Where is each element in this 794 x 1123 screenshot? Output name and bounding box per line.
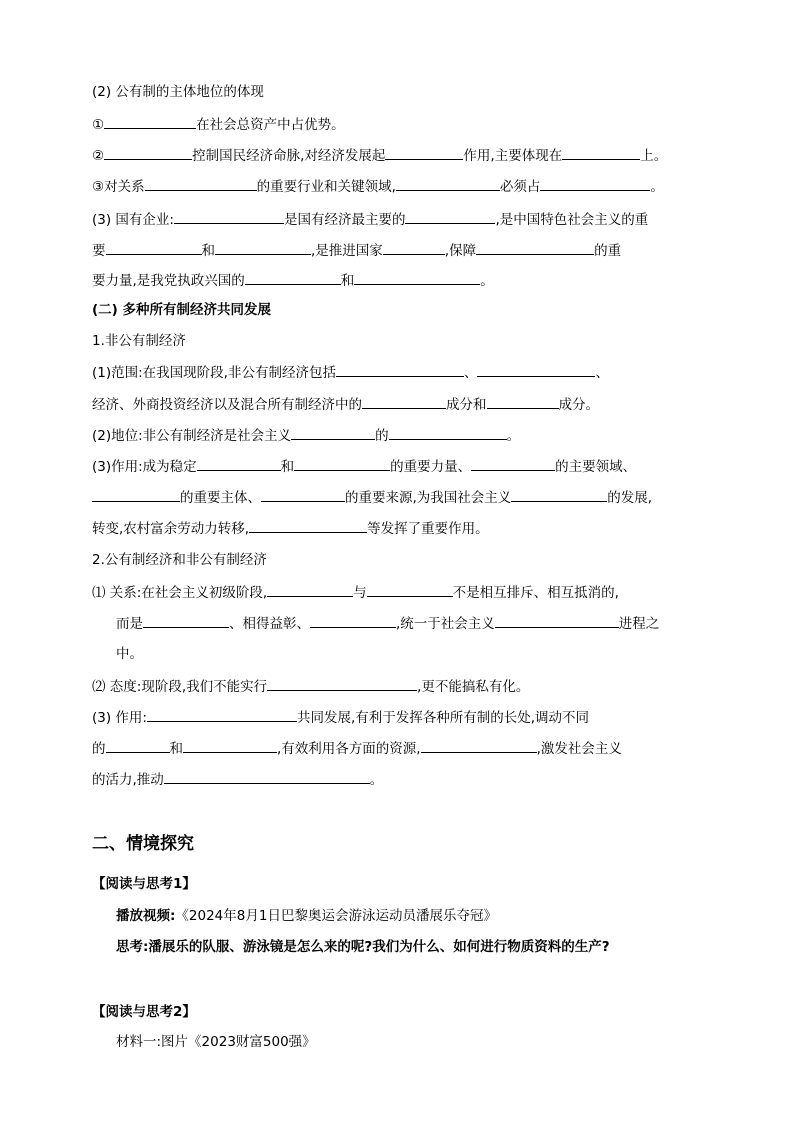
blank bbox=[174, 209, 284, 224]
text: 成分和 bbox=[446, 397, 487, 413]
blank bbox=[310, 613, 396, 628]
line bbox=[92, 425, 520, 446]
text: 与 bbox=[353, 585, 367, 601]
blank bbox=[104, 145, 192, 160]
text: 。 bbox=[369, 772, 384, 788]
text: ,保障 bbox=[444, 243, 477, 259]
text: (1)范围:在我国现阶段,非公有制经济包括 bbox=[92, 365, 336, 381]
line bbox=[116, 906, 497, 926]
text: 。 bbox=[480, 273, 494, 289]
text: ⑵ 态度:现阶段,我们不能实行 bbox=[92, 679, 268, 695]
text: 成分。 bbox=[558, 397, 599, 413]
text: 是国有经济最主要的 bbox=[283, 212, 406, 228]
blank bbox=[249, 518, 367, 533]
line bbox=[92, 394, 599, 415]
text: ③对关系 bbox=[92, 179, 145, 195]
text: 。 bbox=[650, 179, 664, 195]
blank bbox=[383, 240, 445, 255]
text: (3) 国有企业: bbox=[92, 212, 174, 228]
text: 要 bbox=[92, 243, 106, 259]
think-text: 潘展乐的队服、游泳镜是怎么来的呢?我们为什么、如何进行物质资料的生产? bbox=[148, 939, 610, 955]
text: 共同发展,有利于发挥各种所有制的长处,调动不同 bbox=[296, 710, 590, 726]
blank bbox=[385, 145, 463, 160]
text: 和 bbox=[340, 273, 355, 289]
blank bbox=[215, 240, 311, 255]
blank bbox=[143, 613, 229, 628]
text: (3)作用:成为稳定 bbox=[92, 459, 197, 475]
text: 和 bbox=[201, 243, 215, 259]
text: 的重要来源,为我国社会主义 bbox=[345, 490, 512, 506]
line bbox=[92, 582, 619, 603]
text: 的发展, bbox=[607, 490, 653, 506]
text: 和 bbox=[169, 741, 183, 757]
line bbox=[92, 240, 621, 261]
text: 、 bbox=[595, 365, 609, 381]
blank bbox=[487, 394, 559, 409]
line bbox=[92, 769, 383, 790]
line bbox=[92, 362, 609, 383]
blank bbox=[495, 613, 619, 628]
blank bbox=[562, 145, 640, 160]
text: ② bbox=[92, 148, 105, 164]
line bbox=[92, 176, 664, 197]
text: ,更不能搞私有化。 bbox=[417, 679, 530, 695]
section-heading: (二) 多种所有制经济共同发展 bbox=[92, 302, 272, 318]
read2-title: 【阅读与思考2】 bbox=[92, 1004, 196, 1020]
text: ,是中国特色社会主义的重 bbox=[495, 212, 649, 228]
text: 。 bbox=[506, 428, 521, 444]
text: 转变,农村富余劳动力转移, bbox=[92, 521, 250, 537]
blank bbox=[147, 707, 297, 722]
blank bbox=[540, 176, 650, 191]
video-text: 《2024年8月1日巴黎奥运会游泳运动员潘展乐夺冠》 bbox=[175, 908, 497, 924]
text: 、 bbox=[463, 365, 478, 381]
text: 的主要领域、 bbox=[555, 459, 637, 475]
text: 经济、外商投资经济以及混合所有制经济中的 bbox=[92, 397, 362, 413]
text: ,有效利用各方面的资源, bbox=[277, 741, 421, 757]
subsection-title: 2.公有制经济和非公有制经济 bbox=[92, 552, 267, 568]
blank bbox=[164, 769, 370, 784]
text: 的重要行业和关键领域, bbox=[256, 179, 396, 195]
blank bbox=[511, 487, 607, 502]
text: 的 bbox=[375, 428, 389, 444]
part-two-title: 二、情境探究 bbox=[92, 834, 194, 854]
text: 必须占 bbox=[499, 179, 541, 195]
text: (3) 作用: bbox=[92, 710, 147, 726]
text: 和 bbox=[280, 459, 295, 475]
text: ,激发社会主义 bbox=[536, 741, 622, 757]
line bbox=[92, 518, 489, 539]
blank bbox=[261, 487, 345, 502]
text: 不是相互排斥、相互抵消的, bbox=[452, 585, 619, 601]
text: ,是推进国家 bbox=[311, 243, 383, 259]
text: ① bbox=[92, 117, 105, 133]
read1-title: 【阅读与思考1】 bbox=[92, 876, 196, 892]
section-2-title: (2) 公有制的主体地位的体现 bbox=[92, 84, 264, 100]
blank bbox=[389, 425, 507, 440]
blank bbox=[291, 425, 375, 440]
text: 的重要力量、 bbox=[390, 459, 472, 475]
blank bbox=[421, 738, 537, 753]
blank bbox=[367, 582, 453, 597]
blank bbox=[267, 582, 353, 597]
blank bbox=[477, 362, 595, 377]
blank bbox=[92, 487, 180, 502]
text: 进程之 bbox=[618, 616, 660, 632]
text: 、相得益彰、 bbox=[229, 616, 310, 632]
blank bbox=[145, 176, 257, 191]
text: 上。 bbox=[640, 148, 668, 164]
text: 的 bbox=[92, 741, 106, 757]
blank bbox=[183, 738, 277, 753]
blank bbox=[267, 676, 417, 691]
blank bbox=[197, 456, 281, 471]
think-label: 思考: bbox=[116, 939, 149, 955]
line bbox=[92, 456, 636, 477]
blank bbox=[104, 114, 196, 129]
blank bbox=[245, 270, 341, 285]
text: 作用,主要体现在 bbox=[463, 148, 563, 164]
text: 而是 bbox=[116, 616, 143, 632]
material-line: 材料一:图片《2023财富500强》 bbox=[116, 1034, 316, 1050]
text: ,统一于社会主义 bbox=[396, 616, 495, 632]
line bbox=[92, 270, 494, 291]
blank bbox=[471, 456, 555, 471]
line: 中。 bbox=[116, 646, 143, 662]
video-label: 播放视频: bbox=[116, 908, 176, 924]
text: 控制国民经济命脉,对经济发展起 bbox=[192, 148, 386, 164]
line bbox=[92, 487, 652, 508]
blank bbox=[396, 176, 500, 191]
text: 的活力,推动 bbox=[92, 772, 164, 788]
blank bbox=[294, 456, 390, 471]
line bbox=[92, 738, 622, 759]
line bbox=[116, 613, 659, 634]
text: 要力量,是我党执政兴国的 bbox=[92, 273, 245, 289]
line bbox=[92, 676, 529, 697]
blank bbox=[405, 209, 495, 224]
line bbox=[92, 145, 667, 166]
text: 的重 bbox=[594, 243, 622, 259]
line bbox=[116, 937, 610, 957]
text: 等发挥了重要作用。 bbox=[367, 521, 489, 537]
subsection-title: 1.非公有制经济 bbox=[92, 333, 186, 349]
blank bbox=[106, 240, 202, 255]
blank bbox=[354, 270, 480, 285]
text: 的重要主体、 bbox=[180, 490, 261, 506]
line bbox=[92, 114, 345, 135]
text: ⑴ 关系:在社会主义初级阶段, bbox=[92, 585, 268, 601]
line bbox=[92, 209, 648, 230]
text: 在社会总资产中占优势。 bbox=[196, 117, 345, 133]
blank bbox=[362, 394, 446, 409]
blank bbox=[476, 240, 594, 255]
line bbox=[92, 707, 589, 728]
text: (2)地位:非公有制经济是社会主义 bbox=[92, 428, 292, 444]
blank bbox=[336, 362, 464, 377]
blank bbox=[106, 738, 170, 753]
